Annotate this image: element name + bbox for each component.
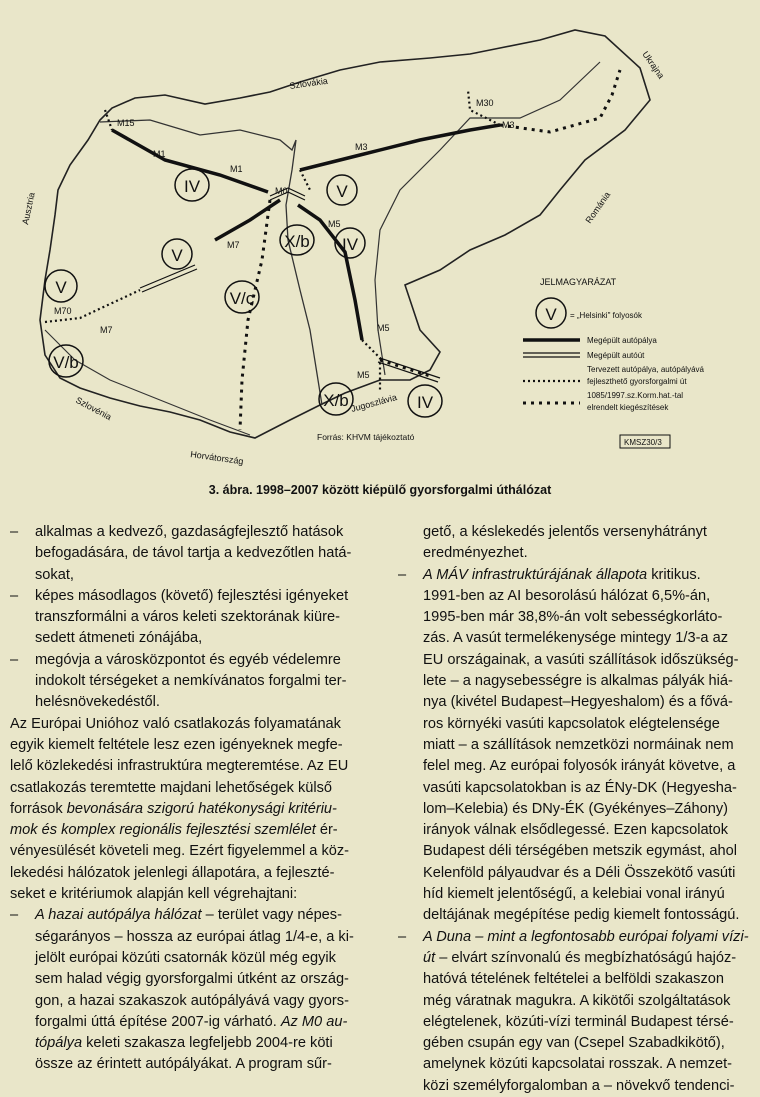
text-line: sedett átmeneti zónájába, — [35, 630, 203, 647]
country-label-romania: Románia — [583, 189, 613, 226]
road-label: M3 — [502, 120, 515, 130]
figure-caption: 3. ábra. 1998–2007 között kiépülő gyorsforgalmi úthálózat — [208, 483, 552, 497]
planned-roads — [45, 90, 500, 390]
bullet-item — [10, 650, 360, 714]
text-line: Kelenföld pályaudvar és a Déli Összekötő vasúti — [423, 864, 736, 881]
text-line: híd kiemelt jelentőségű, a kelebiai vonal irányú — [423, 886, 725, 903]
legend-title: JELMAGYARÁZAT — [540, 277, 617, 287]
road-label: M5 — [328, 219, 341, 229]
corridor-label: V/b — [53, 353, 79, 372]
text-line — [423, 565, 750, 586]
bullet-item — [10, 522, 360, 586]
corridor-label: IV — [341, 235, 359, 254]
country-label-ukraine: Ukrajna — [640, 49, 667, 81]
text-span: kritikus. — [647, 566, 701, 583]
decree-vc — [240, 200, 270, 430]
corridor-label: IV — [416, 393, 434, 412]
text-span: – terület vagy népes- — [201, 907, 342, 924]
road-label: M1 — [153, 149, 166, 159]
text-line: megóvja a városközpontot és egyéb védelemre — [35, 651, 341, 668]
bullet-item — [10, 905, 360, 1075]
text-line: össze az érintett autópályákat. A program sűr- — [35, 1056, 332, 1073]
road-label: M0 — [275, 186, 288, 196]
text-line: deltájának megépítése pedig kiemelt fontosságú. — [423, 907, 740, 924]
country-label-austria: Ausztria — [20, 191, 37, 226]
right-column — [398, 522, 750, 1097]
text-line: Az Európai Unióhoz való csatlakozás folyamatának — [10, 715, 341, 732]
text-line — [10, 799, 360, 820]
text-line: vényesülését követeli meg. Ezért figyelemmel a köz- — [10, 843, 350, 860]
italic-span: Az M0 au- — [280, 1013, 348, 1030]
text-line: 1995-ben már 38,8%-án volt sebességkorláto- — [423, 609, 723, 626]
map-code: KMSZ30/3 — [624, 438, 662, 447]
text-line: lom–Kelebia) és DNy-ÉK (Gyékényes–Záhony) — [423, 800, 728, 817]
motorway-m3 — [300, 125, 500, 170]
corridor-label: V — [171, 246, 183, 265]
road-label: M5 — [357, 370, 370, 380]
text-line: zás. A vasút termelékenysége mintegy 1/3-a az — [423, 630, 729, 647]
text-line: vasúti kapcsolatokban is az ÉNy-DK (Hegyesha- — [423, 779, 737, 796]
text-line: seket e kritériumok alapján kell végrehajtani: — [10, 886, 298, 903]
text-line: alkalmas a kedvező, gazdaságfejlesztő hatások — [35, 524, 344, 540]
drava-river — [45, 330, 250, 435]
text-span: ér- — [315, 822, 338, 839]
text-line: sem halad végig gyorsforgalmi útként az ország- — [35, 971, 349, 988]
legend-corridor-symbol-letter: V — [545, 305, 557, 324]
text-line — [423, 927, 750, 948]
corridor-label: IV — [183, 177, 201, 196]
bullet-dash: – — [10, 524, 19, 540]
text-span: – elvárt színvonalú és megbízhatóságú hajóz- — [435, 949, 737, 966]
bullet-dash: – — [10, 651, 19, 668]
text-line: hatóvá tételének feltételei a belföldi szakaszon — [423, 971, 724, 988]
text-line: helésnövekedéstől. — [35, 694, 160, 711]
text-line: ros környéki vasúti kapcsolatok elégtelensége — [423, 715, 720, 732]
text-line: gében csupán egy van (Csepel Szabadkikötő), — [423, 1035, 725, 1052]
corridor-label: V/c — [229, 289, 255, 308]
text-span: források — [10, 800, 67, 817]
corridor-label: X/b — [284, 232, 310, 251]
text-span: forgalmi úttá építése 2007-ig várható. — [35, 1013, 281, 1030]
text-line — [35, 905, 360, 926]
country-label-slovakia: Szlovákia — [288, 75, 329, 91]
danube-river — [100, 120, 322, 405]
text-line: képes másodlagos (követő) fejlesztési igényeket — [35, 587, 349, 604]
corridor-label: V — [55, 278, 67, 297]
left-column — [10, 522, 360, 1076]
italic-span: A MÁV infrastruktúrájának állapota — [423, 566, 648, 583]
hungary-border — [40, 30, 650, 438]
text-line: lete – a nagysebességre is alkalmas pályák hiá- — [423, 673, 733, 690]
expressway-m5-b — [378, 362, 438, 382]
italic-span: út — [423, 949, 436, 966]
text-line: transzformálni a város keleti szektorának kiüre- — [35, 609, 340, 626]
text-span: keleti szakasza legfeljebb 2004-re köti — [82, 1035, 333, 1052]
text-line: sokat, — [35, 566, 74, 583]
text-line: Budapest déli térségében metszik egymást, ahol — [423, 843, 737, 860]
text-line: jelölt európai közúti csatornák közül még egyik — [35, 949, 336, 966]
italic-span: bevonására szigorú hatékonysági kritériu- — [66, 800, 337, 817]
road-label: M70 — [54, 306, 72, 316]
road-label: M3 — [355, 142, 368, 152]
italic-span: A Duna – mint a legfontosabb európai folyami vízi- — [423, 928, 749, 945]
expressway-m7-b — [142, 269, 197, 292]
text-line — [10, 820, 360, 841]
road-label: M1 — [230, 164, 243, 174]
expressway-m7-a — [140, 265, 195, 288]
bullet-item — [398, 927, 750, 1097]
text-line: közi személyforgalomban a – növekvő tendenci- — [423, 1077, 735, 1094]
text-line: befogadására, de távol tartja a kedvezőtlen hatá- — [35, 545, 352, 562]
road-label: M30 — [476, 98, 494, 108]
text-line: amelynek közúti kapcsolatai rosszak. A nemzet- — [423, 1056, 733, 1073]
motorway-m7 — [215, 200, 280, 240]
map-legend — [523, 277, 705, 412]
italic-span: mok és komplex regionális fejlesztési szemlélet — [10, 822, 316, 839]
italic-span: tópálya — [35, 1035, 83, 1052]
legend-motorway-text: Megépült autópálya — [587, 336, 657, 345]
text-line: még váratnak magukra. A kikötői szolgáltatások — [423, 992, 731, 1009]
text-line: lekedési hálózatok jelenlegi állapotára, a fejleszté- — [10, 864, 335, 881]
text-line: gon, a hazai szakaszok autópályává vagy gyors- — [35, 992, 349, 1009]
corridor-labels — [53, 177, 433, 412]
country-label-croatia: Horvátország — [189, 449, 245, 467]
country-label-yugoslavia: Jugoszlávia — [349, 392, 398, 414]
bullet-dash: – — [10, 907, 19, 924]
decree-m3-east — [500, 70, 620, 132]
text-line: irányok válnak elsődlegessé. Ezen kapcsolatok — [423, 822, 729, 839]
bullet-dash: – — [10, 587, 19, 604]
road-label: M15 — [117, 118, 135, 128]
corridor-label: V — [336, 182, 348, 201]
text-line: eredményezhet. — [423, 545, 528, 562]
road-label: M5 — [377, 323, 390, 333]
text-line: nya (kivétel Budapest–Hegyeshalom) és a fővá- — [423, 694, 733, 711]
text-line — [35, 1033, 360, 1054]
text-line — [423, 948, 750, 969]
built-expressways — [140, 188, 440, 382]
continued-text — [398, 522, 750, 565]
text-line: gető, a késlekedés jelentős versenyhátrányt — [423, 524, 707, 540]
text-line — [35, 1012, 360, 1033]
bullet-dash: – — [398, 566, 407, 583]
legend-expressway-text: Megépült autóút — [587, 351, 645, 360]
map-source: Forrás: KHVM tájékoztató — [317, 432, 415, 442]
bullet-item — [398, 565, 750, 927]
road-label: M7 — [227, 240, 240, 250]
corridor-label: X/b — [323, 391, 349, 410]
paragraph — [10, 714, 360, 906]
legend-planned-text-2: fejleszthető gyorsforgalmi út — [587, 377, 687, 386]
road-label: M7 — [100, 325, 113, 335]
text-line: EU országainak, a vasúti szállítások időszükség- — [423, 651, 739, 668]
country-label-slovenia: Szlovénia — [74, 394, 114, 423]
bullet-item — [10, 586, 360, 650]
italic-span: A hazai autópálya hálózat — [35, 907, 202, 924]
text-line: egyik kiemelt feltétele lesz ezen igényeknek megfe- — [10, 736, 343, 753]
bullet-dash: – — [398, 928, 407, 945]
text-line: indokolt térségeket a nemkívánatos forgalmi ter- — [35, 673, 347, 690]
text-line: lelő közlekedési infrastruktúra megteremtése. Az EU — [10, 758, 349, 775]
text-line: ségarányos – hossza az európai átlag 1/4-e, a ki- — [35, 928, 354, 945]
tisza-river — [375, 62, 600, 375]
text-line: miatt – a szállítások nemzetközi normáinak nem — [423, 736, 734, 753]
text-line: csatlakozás teremtette majdani lehetőségek külső — [10, 779, 333, 796]
text-line: elégtelenek, közúti-vízi terminál Budapest térsé- — [423, 1013, 734, 1030]
highway-network-map — [0, 0, 760, 470]
legend-decree-text-1: 1085/1997.sz.Korm.hat.-tal — [587, 391, 684, 400]
planned-m3-east — [300, 170, 310, 190]
legend-decree-text-2: elrendelt kiegészítések — [587, 403, 669, 412]
text-line: 1991-ben az AI besorolású hálózat 6,5%-án, — [423, 587, 711, 604]
legend-planned-text-1: Tervezett autópálya, autópályává — [587, 365, 704, 374]
text-line: felel meg. Az európai folyosók irányát követve, a — [423, 758, 736, 775]
legend-corridor-text: = „Helsinki" folyosók — [570, 311, 642, 320]
